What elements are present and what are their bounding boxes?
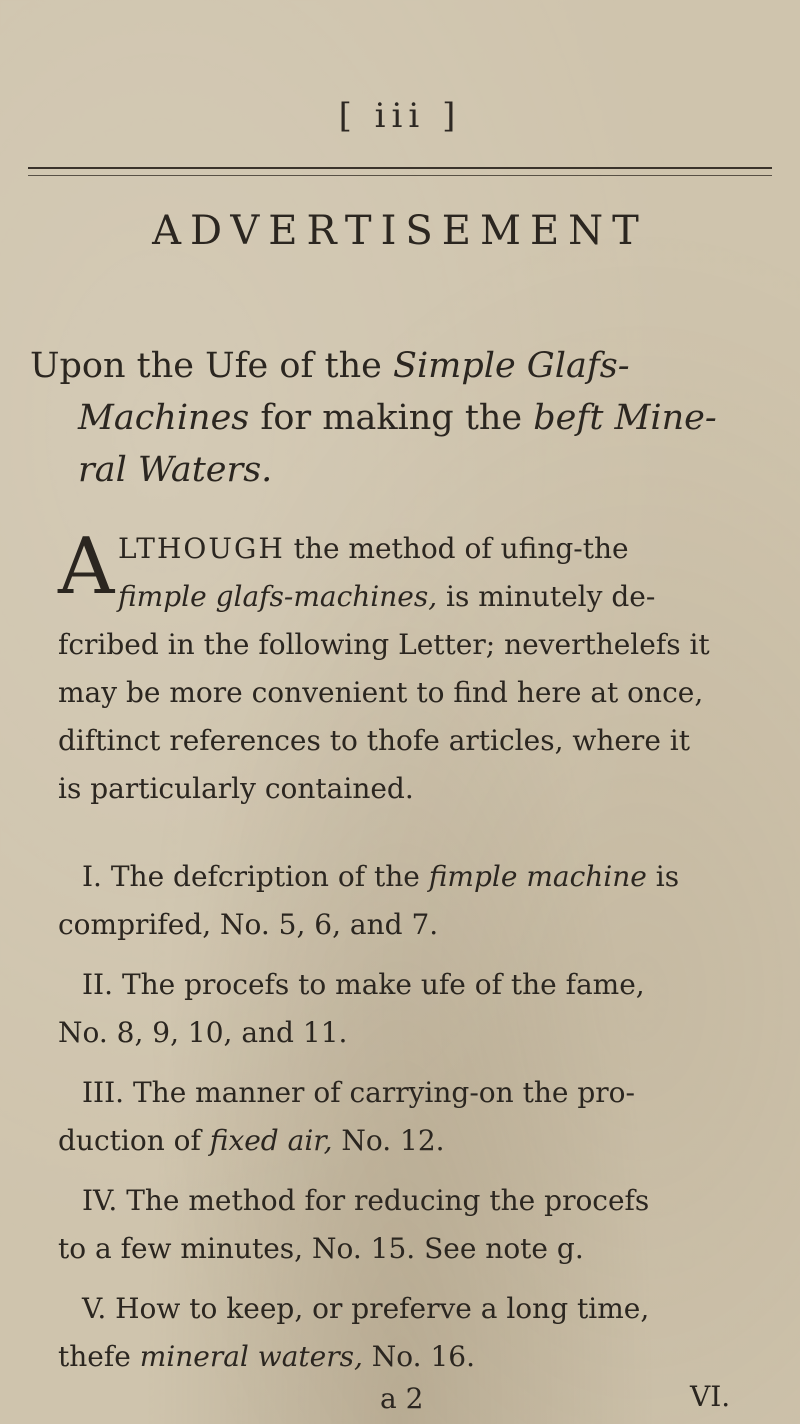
item-italic: fimple machine <box>428 860 647 893</box>
item-iv-line-1 <box>82 1184 649 1217</box>
subtitle-italic: beft Mine- <box>533 398 717 438</box>
item-text: The manner of carrying-on the pro- <box>133 1076 635 1109</box>
intro-text: is minutely de- <box>446 580 656 613</box>
item-text: The procefs to make ufe of the fame, <box>121 968 645 1001</box>
intro-line-5: diftinct references to thofe articles, where it <box>58 724 690 757</box>
item-numeral: II. <box>82 968 114 1001</box>
item-numeral: V. <box>82 1292 107 1325</box>
header-rule-thin <box>28 175 772 176</box>
intro-line-4: may be more convenient to find here at once, <box>58 676 704 709</box>
intro-italic: fimple glafs-machines, <box>118 580 438 613</box>
item-numeral: IV. <box>82 1184 118 1217</box>
page-number: [ iii ] <box>338 96 462 136</box>
subtitle-line-1 <box>30 340 770 392</box>
item-ii-line-1 <box>82 968 645 1001</box>
intro-text: the method of ufing-the <box>293 532 629 565</box>
item-v-line-1 <box>82 1292 649 1325</box>
intro-line-2 <box>118 580 655 613</box>
subtitle-italic: ral Waters. <box>78 450 273 490</box>
intro-first-word: LTHOUGH <box>118 532 285 565</box>
intro-line-1 <box>118 532 629 565</box>
subtitle-italic: Simple Glafs- <box>393 346 630 386</box>
drop-cap: A <box>58 522 115 612</box>
item-text: thefe <box>58 1340 131 1373</box>
item-italic: mineral waters, <box>139 1340 363 1373</box>
subtitle-text: for making the <box>260 398 523 438</box>
page-title: ADVERTISEMENT <box>152 208 648 254</box>
item-text: duction of <box>58 1124 201 1157</box>
item-v-line-2 <box>58 1340 475 1373</box>
item-italic: fixed air, <box>209 1124 333 1157</box>
item-text: No. 12. <box>341 1124 445 1157</box>
item-ii-line-2: No. 8, 9, 10, and 11. <box>58 1016 348 1049</box>
item-text: No. 16. <box>371 1340 475 1373</box>
item-iii-line-1 <box>82 1076 635 1109</box>
header-rule <box>28 167 772 169</box>
item-iv-line-2: to a few minutes, No. 15. See note g. <box>58 1232 584 1265</box>
item-iii-line-2 <box>58 1124 445 1157</box>
subtitle-line-3 <box>78 444 800 496</box>
item-numeral: III. <box>82 1076 125 1109</box>
catchword: VI. <box>690 1380 731 1413</box>
item-i-line-1 <box>82 860 679 893</box>
subtitle-line-2 <box>78 392 800 444</box>
intro-line-6: is particularly contained. <box>58 772 414 805</box>
intro-line-3: fcribed in the following Letter; neverthelefs it <box>58 628 710 661</box>
item-i-line-2: comprifed, No. 5, 6, and 7. <box>58 908 439 941</box>
subtitle-text: Upon the Ufe of the <box>30 346 382 386</box>
item-text: The method for reducing the procefs <box>126 1184 650 1217</box>
item-text: The defcription of the <box>110 860 420 893</box>
subtitle-italic: Machines <box>78 398 250 438</box>
item-text: is <box>655 860 680 893</box>
item-numeral: I. <box>82 860 102 893</box>
signature-mark: a 2 <box>380 1382 424 1415</box>
item-text: How to keep, or preferve a long time, <box>115 1292 650 1325</box>
